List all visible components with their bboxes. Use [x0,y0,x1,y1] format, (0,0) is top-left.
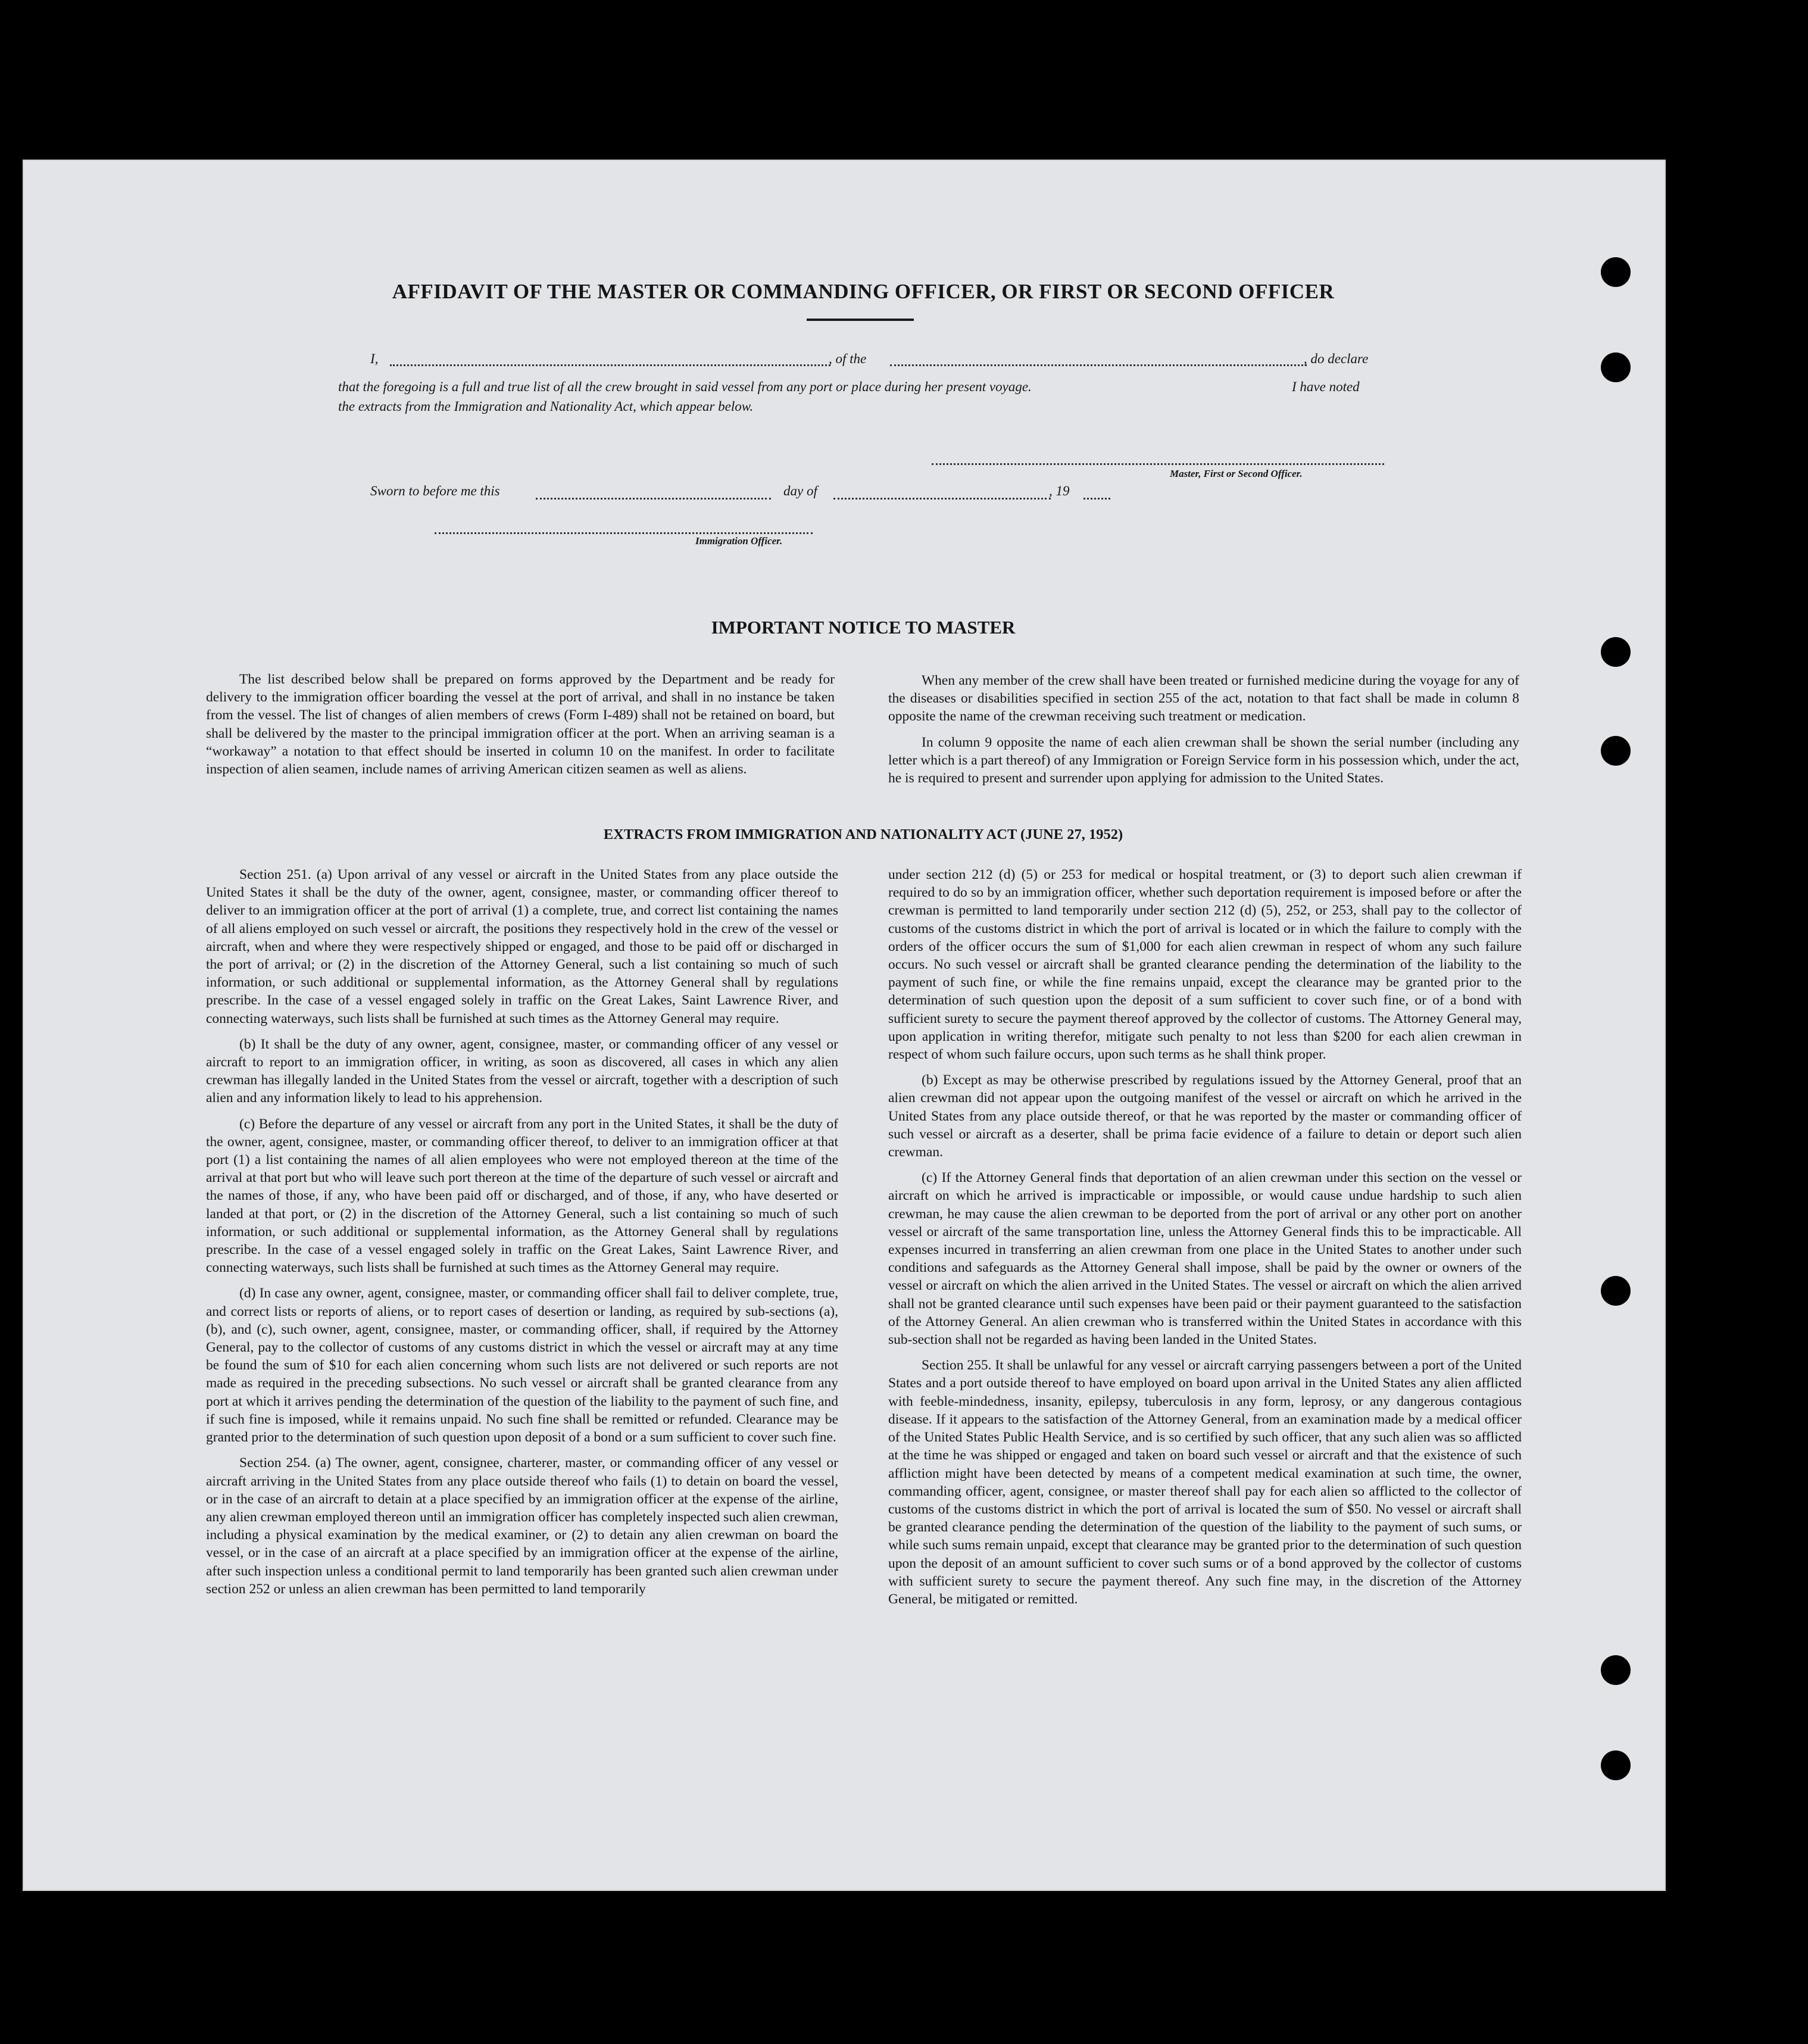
officer-label: Immigration Officer. [695,535,783,547]
section-251-b: (b) It shall be the duty of any owner, agent, consignee, master, or commanding officer of any vessel or aircraft to report to an immigration officer, in writing, as soon as discovered, all cases in which any alien crewman has illegally landed in the United States from the vessel or aircraft, together with a description of such alien and any information likely to lead to his apprehension. [206,1036,838,1106]
notice-left-text: The list described below shall be prepared on forms approved by the Department and be ready for delivery to the immigration officer boarding the vessel at the port of arrival, and shall in no instance be taken from the vessel. The list of changes of alien members of crews (Form I-489) shall not be retained on board, but shall be delivered by the master to the principal immigration officer at the port. When an arriving seaman is a “workaway” a notation to that effect should be inserted in column 10 on the manifest. In order to facilitate inspection of alien seamen, include names of arriving American citizen seamen as well as aliens. [206,672,835,778]
day-of-label: day of [783,483,817,498]
vessel-blank[interactable] [890,364,1307,366]
section-251-a: Section 251. (a) Upon arrival of any vessel or aircraft in the United States from any place outside the United States it shall be the duty of the owner, agent, consignee, master, or commanding officer thereof to deliver to an immigration officer at the port of arrival (1) a complete, true, and correct list containing the names of all aliens employed on such vessel or aircraft, the positions they respectively hold in the crew of the vessel or aircraft, when and where they were respectively shipped or engaged, and those to be paid off or discharged in the port of arrival; or (2) in the discretion of the Attorney General, such a list containing so much of such information, or such additional or supplemental information, as the Attorney General shall by regulations prescribe. In the case of a vessel engaged solely in traffic on the Great Lakes, Saint Lawrence River, and connecting waterways, such lists shall be furnished at such times as the Attorney General may require. [206,867,838,1026]
section-254-a: Section 254. (a) The owner, agent, consignee, charterer, master, or commanding officer of any vessel or aircraft arriving in the United States from any place outside thereof who fails (1) to detain on board the vessel, or in the case of an aircraft to detain at a place specified by an immigration officer at the expense of the airline, any alien crewman employed thereon until an immigration officer has completely inspected such alien crewman, including a physical examination by the medical examiner, or (2) to detain any alien crewman on board the vessel, or in the case of an aircraft at a place specified by an immigration officer at the expense of the airline, after such inspection unless a conditional permit to land temporarily has been granted such alien crewman under section 252 or unless an alien crewman has been permitted to land temporarily [206,1455,838,1597]
extracts-right-column [888,866,1522,1616]
extracts-heading: EXTRACTS FROM IMMIGRATION AND NATIONALITY ACT (JUNE 27, 1952) [603,826,1123,842]
section-254-b: (b) Except as may be otherwise prescribed by regulations issued by the Attorney General, proof that an alien crewman did not appear upon the outgoing manifest of the vessel or aircraft on which he arrived in the United States from any place outside thereof, or that he was reported by the master or commanding officer of such vessel or aircraft as a deserter, shall be prima facie evidence of a failure to detain or deport such alien crewman. [888,1072,1522,1160]
sworn-label: Sworn to before me this [370,483,500,498]
of-the-label: , of the [829,351,867,366]
affidavit-i-label: I, [370,351,379,366]
binder-hole-3 [1601,637,1631,667]
officer-signature-line[interactable] [435,532,813,534]
notice-heading: IMPORTANT NOTICE TO MASTER [711,617,1016,638]
name-blank[interactable] [390,364,830,366]
binder-hole-2 [1601,352,1631,382]
notice-left-column [206,670,835,786]
master-signature-line[interactable] [932,463,1384,465]
title-rule [807,319,914,321]
master-label: Master, First or Second Officer. [1170,468,1303,479]
notice-right-column [888,672,1519,795]
declaration-line: that the foregoing is a full and true list of all the crew brought in said vessel from any port or place during her present voyage. [338,379,1032,394]
sworn-month-blank[interactable] [833,498,1051,500]
binder-hole-7 [1601,1750,1631,1780]
sworn-day-blank[interactable] [536,498,771,500]
section-254-a-continued: under section 212 (d) (5) or 253 for medical or hospital treatment, or (3) to deport such alien crewman if required to do so by an immigration officer, whether such deportation requirement is imposed before or after the crewman is permitted to land temporarily under section 212 (d) (5), 252, or 253, shall pay to the collector of customs of the customs district in which the port of arrival is located or in which the failure to comply with the orders of the officer occurs the sum of $1,000 for each alien crewman in respect of whom any such failure occurs. No such vessel or aircraft shall be granted clearance pending the determination of the liability to the payment of such fine, or while the fine remains unpaid, except the clearance may be granted prior to the determination of such question upon the deposit of a sum sufficient to cover such fine, or of a bond with sufficient surety to secure the payment thereof approved by the collector of customs. The Attorney General may, upon application in writing therefor, mitigate such penalty to not less than $200 for each alien crewman in respect of whom such failure occurs, upon such terms as he shall think proper. [888,867,1522,1063]
binder-hole-4 [1601,736,1631,766]
section-251-d: (d) In case any owner, agent, consignee, master, or commanding officer shall fail to deliver complete, true, and correct lists or reports of aliens, or to report cases of desertion or landing, as required by sub-sections (a), (b), and (c), such owner, agent, consignee, master, or commanding officer, shall, if required by the Attorney General, pay to the collector of customs of any customs district in which the vessel or aircraft may at any time be found the sum of $10 for each alien concerning whom such lists are not delivered or such reports are not made as required in the preceding subsections. No such vessel or aircraft shall be granted clearance from any port at which it arrives pending the determination of the question of the liability to the payment of such fine, and if such fine is imposed, while it remains unpaid. No such fine shall be remitted or refunded. Clearance may be granted prior to the determination of such question upon deposit of a bond or a sum sufficient to cover such fine. [206,1285,838,1446]
declaration-line-3: the extracts from the Immigration and Nationality Act, which appear below. [338,399,754,414]
sworn-year-blank[interactable] [1083,498,1110,500]
binder-hole-5 [1601,1276,1631,1306]
section-254-c: (c) If the Attorney General finds that deportation of an alien crewman under this section on the vessel or aircraft on which he arrived is impracticable or impossible, or would cause undue hardship to such alien crewman, he may cause the alien crewman to be deported from the port of arrival or any other port on another vessel or aircraft of the same transportation line, unless the Attorney General finds this to be impracticable. All expenses incurred in transferring an alien crewman from one place in the United States to another under such conditions and safeguards as the Attorney General shall impose, shall be paid by the owner or owners of the vessel or aircraft on which the alien arrived in the United States. The vessel or aircraft on which the alien arrived shall not be granted clearance until such expenses have been paid or their payment guaranteed to the satisfaction of the Attorney General. An alien crewman who is transferred within the United States in accordance with this sub-section shall not be regarded as having been landed in the United States. [888,1170,1522,1348]
section-255: Section 255. It shall be unlawful for any vessel or aircraft carrying passengers between a port of the United States and a port outside thereof to have employed on board upon arrival in the United States any alien afflicted with feeble-mindedness, insanity, epilepsy, tuberculosis in any form, leprosy, or any dangerous contagious disease. If it appears to the satisfaction of the Attorney General, from an examination made by a medical officer of the United States Public Health Service, and is so certified by such officer, that any such alien was so afflicted at the time he was shipped or engaged and taken on board such vessel or aircraft and that the existence of such affliction might have been detected by means of a competent medical examination at such time, the owner, commanding officer, agent, consignee, or master thereof shall pay for each alien so afflicted to the collector of customs of the customs district in which the port of arrival is located the sum of $50. No vessel or aircraft shall be granted clearance pending the determination of the question of the liability to the payment of such sums, or while such sums remain unpaid, except that clearance may be granted prior to the determination of such question upon the deposit of an amount sufficient to cover such sums or of a bond approved by the collector of customs with sufficient surety to secure the payment thereof. Any such fine may, in the discretion of the Attorney General, be mitigated or remitted. [888,1358,1522,1607]
binder-hole-6 [1601,1655,1631,1685]
notice-right-text-1: When any member of the crew shall have been treated or furnished medicine during the voyage for any of the diseases or disabilities specified in section 255 of the act, notation to that fact shall be made in column 8 opposite the name of the crewman receiving such treatment or medication. [888,673,1519,725]
extracts-left-column [206,866,838,1606]
do-declare-label: , do declare [1304,351,1369,366]
declaration-line-right: I have noted [1292,379,1360,394]
year-label: , 19 [1049,483,1070,498]
affidavit-title: AFFIDAVIT OF THE MASTER OR COMMANDING OFFICER, OR FIRST OR SECOND OFFICER [392,280,1335,303]
notice-right-text-2: In column 9 opposite the name of each alien crewman shall be shown the serial number (including any letter which is a part thereof) of any Immigration or Foreign Service form in his possession which, under the act, he is required to present and surrender upon applying for admission to the United States. [888,734,1519,787]
section-251-c: (c) Before the departure of any vessel or aircraft from any port in the United States, it shall be the duty of the owner, agent, consignee, master, or commanding officer thereof, to deliver to an immigration officer at that port (1) a list containing the names of all alien employees who were not employed thereon at the time of the arrival at that port but who will leave such port thereon at the time of the departure of such vessel or aircraft and the names of those, if any, who have been paid off or discharged, and of those, if any, who have deserted or landed at that port, or (2) in the discretion of the Attorney General, such a list containing so much of such information, or such additional or supplemental information, as the Attorney General shall by regulations prescribe. In the case of a vessel engaged solely in traffic on the Great Lakes, Saint Lawrence River, and connecting waterways, such lists shall be furnished at such times as the Attorney General may require. [206,1116,838,1276]
